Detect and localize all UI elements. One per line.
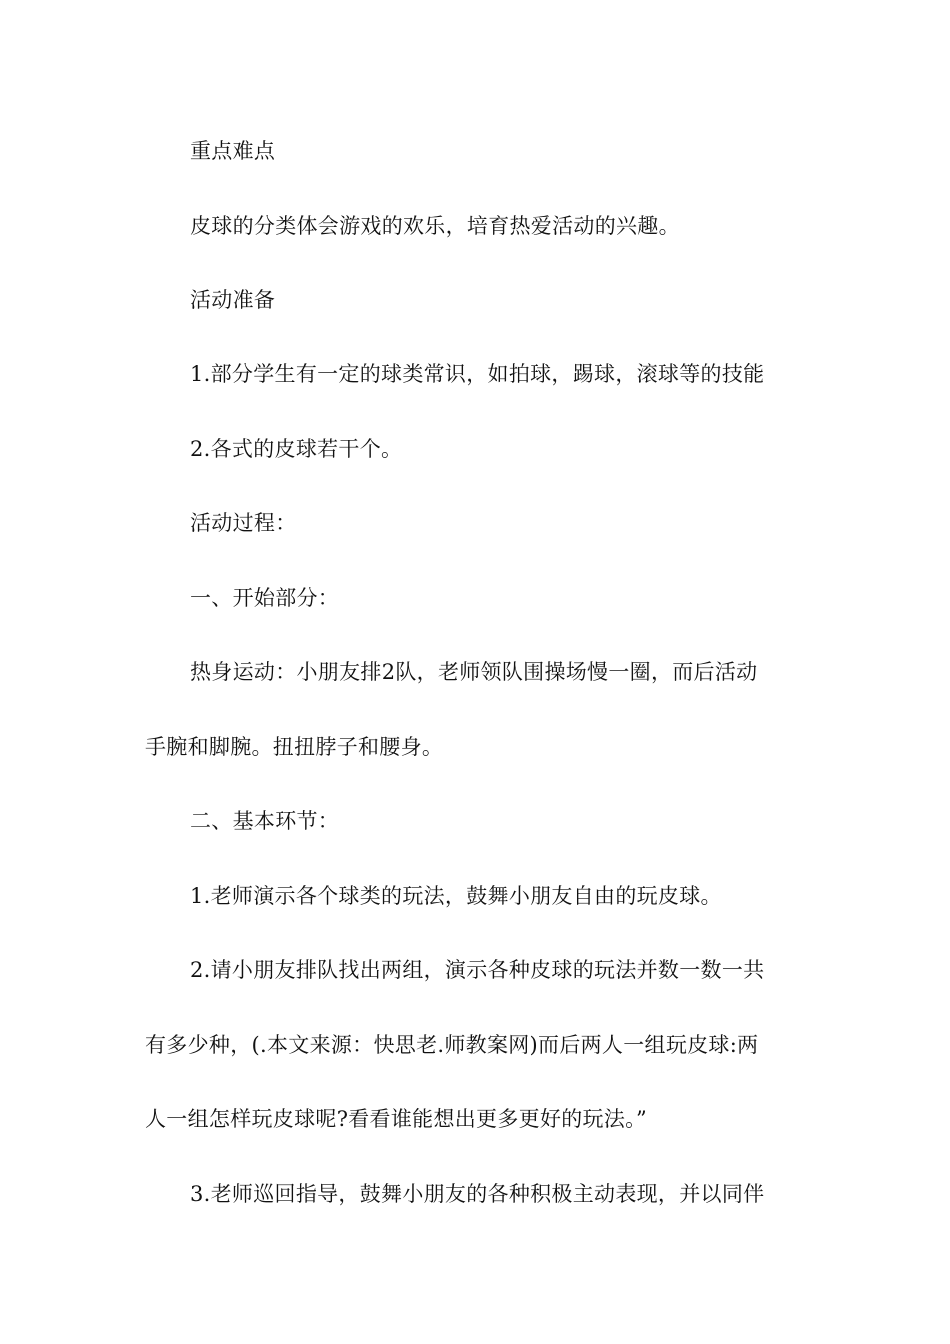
- heading-activity-preparation: 活动准备: [190, 288, 276, 312]
- paragraph-line: 1.老师演示各个球类的玩法，鼓舞小朋友自由的玩皮球。: [190, 884, 722, 908]
- heading-section-two: 二、基本环节：: [190, 809, 340, 833]
- heading-key-difficulties: 重点难点: [190, 139, 276, 163]
- paragraph-line: 3.老师巡回指导，鼓舞小朋友的各种积极主动表现，并以同伴: [190, 1182, 765, 1206]
- heading-section-one: 一、开始部分：: [190, 586, 340, 610]
- paragraph-line: 2.请小朋友排队找出两组，演示各种皮球的玩法并数一数一共: [190, 958, 765, 982]
- paragraph-line: 有多少种，(.本文来源：快思老.师教案网)而后两人一组玩皮球:两: [145, 1033, 759, 1057]
- paragraph-line: 2.各式的皮球若干个。: [190, 437, 403, 461]
- paragraph-line: 手腕和脚腕。扭扭脖子和腰身。: [145, 735, 444, 759]
- paragraph-line: 皮球的分类体会游戏的欢乐，培育热爱活动的兴趣。: [190, 214, 680, 238]
- paragraph-line: 1.部分学生有一定的球类常识，如拍球，踢球，滚球等的技能: [190, 362, 765, 386]
- paragraph-line: 热身运动：小朋友排2队，老师领队围操场慢一圈，而后活动: [190, 660, 758, 684]
- paragraph-line: 人一组怎样玩皮球呢?看看谁能想出更多更好的玩法。”: [145, 1107, 647, 1131]
- heading-activity-process: 活动过程：: [190, 511, 297, 535]
